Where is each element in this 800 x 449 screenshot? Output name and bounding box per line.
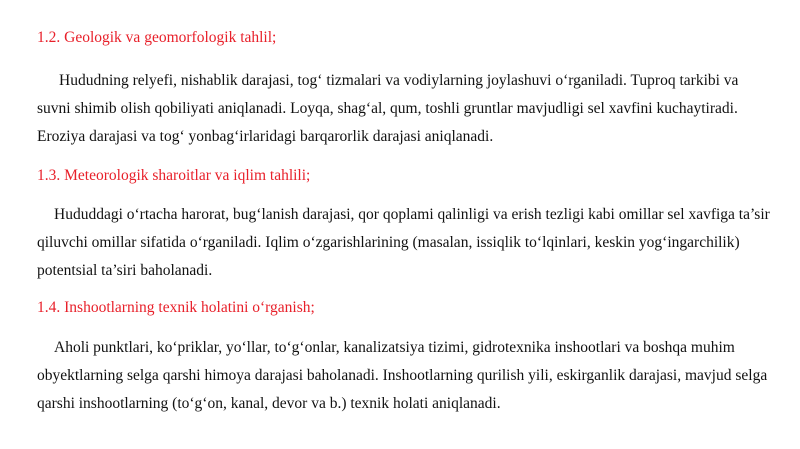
section-text-meteorology: Hududdagi o‘rtacha harorat, bug‘lanish darajasi, qor qoplami qalinligi va erish tezligi kabi omillar sel xavfiga ta’sir qiluvchi omillar sifatida o‘rganiladi. Iqlim o‘zgarishlarining (masalan, issiqlik to‘lqinlari, keskin yog‘ingarchilik) potentsial ta’siri baholanadi. xyxy=(37,206,770,279)
section-heading-structures: 1.4. Inshootlarning texnik holatini o‘rganish; xyxy=(37,299,315,316)
section-text-geology: Hududning relyefi, nishablik darajasi, tog‘ tizmalari va vodiylarning joylashuvi o‘rganiladi. Tuproq tarkibi va suvni shimib olish qobiliyati aniqlanadi. Loyqa, shag‘al, qum, toshli gruntlar mavjudligi sel xavfini kuchaytiradi. Eroziya darajasi va tog‘ yonbag‘irlaridagi barqarorlik darajasi aniqlanadi. xyxy=(37,72,739,145)
section-text-structures: Aholi punktlari, ko‘priklar, yo‘llar, to‘g‘onlar, kanalizatsiya tizimi, gidrotexnika inshootlari va boshqa muhim obyektlarning selga qarshi himoya darajasi baholanadi. Inshootlarning qurilish yili, eskirganlik darajasi, mavjud selga qarshi inshootlarning (to‘g‘on, kanal, devor va b.) texnik holati aniqlanadi. xyxy=(37,339,768,412)
section-heading-meteorology: 1.3. Meteorologik sharoitlar va iqlim tahlili; xyxy=(37,167,311,184)
section-heading-geology: 1.2. Geologik va geomorfologik tahlil; xyxy=(37,29,277,46)
